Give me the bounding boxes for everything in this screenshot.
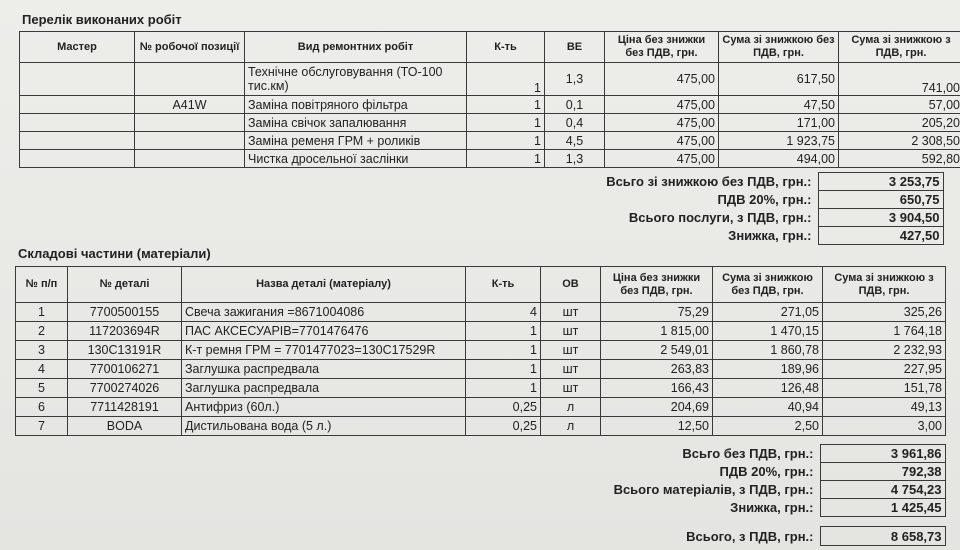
cell-price: 475,00 xyxy=(605,114,719,132)
cell-num: 1 xyxy=(16,303,68,322)
cell-ov: шт xyxy=(541,303,601,322)
col-num: № п/п xyxy=(16,267,68,303)
cell-price: 204,69 xyxy=(601,398,713,417)
works-totals xyxy=(420,172,944,245)
grand-total-value: 8 658,73 xyxy=(820,527,945,546)
parts-table xyxy=(15,266,946,436)
cell-sum-vat: 3,00 xyxy=(823,417,946,436)
cell-qty: 1 xyxy=(467,63,545,96)
cell-sum-vat: 57,00 xyxy=(839,96,960,114)
cell-price: 12,50 xyxy=(601,417,713,436)
cell-sum: 1 923,75 xyxy=(719,132,839,150)
total-row xyxy=(420,209,943,227)
cell-master xyxy=(20,63,135,96)
cell-qty: 4 xyxy=(466,303,541,322)
cell-part: 7700106271 xyxy=(68,360,182,379)
cell-sum: 171,00 xyxy=(719,114,839,132)
cell-sum: 2,50 xyxy=(713,417,823,436)
cell-num: 5 xyxy=(16,379,68,398)
table-row xyxy=(16,398,946,417)
col-sum-discount-vat: Сума зі знижкою з ПДВ, грн. xyxy=(823,267,946,303)
cell-part: 7700274026 xyxy=(68,379,182,398)
grand-total-label: Всього, з ПДВ, грн.: xyxy=(686,528,814,544)
cell-ov: л xyxy=(541,417,601,436)
cell-ve: 1,3 xyxy=(545,63,605,96)
cell-position xyxy=(135,63,245,96)
grand-total xyxy=(420,526,946,546)
total-row xyxy=(420,445,945,463)
cell-work: Чистка дросельної заслінки xyxy=(245,150,467,168)
total-label: Всього матеріалів, з ПДВ, грн.: xyxy=(613,482,814,497)
total-row xyxy=(420,227,943,245)
total-row xyxy=(420,481,945,499)
cell-qty: 0,25 xyxy=(466,398,541,417)
cell-num: 3 xyxy=(16,341,68,360)
col-sum-discount: Сума зі знижкою без ПДВ, грн. xyxy=(713,267,823,303)
cell-sum-vat: 151,78 xyxy=(823,379,946,398)
cell-name: Заглушка распредвала xyxy=(182,360,466,379)
cell-part: BODA xyxy=(68,417,182,436)
cell-price: 475,00 xyxy=(605,150,719,168)
total-label: Всього послуги, з ПДВ, грн.: xyxy=(628,210,812,225)
total-value: 427,50 xyxy=(818,227,943,245)
total-label: Всьго без ПДВ, грн.: xyxy=(682,446,814,461)
parts-section-title: Складові частини (матеріали) xyxy=(18,246,211,261)
parts-totals xyxy=(420,444,946,517)
cell-position xyxy=(135,150,245,168)
works-section-title: Перелік виконаних робіт xyxy=(22,12,182,27)
total-value: 1 425,45 xyxy=(820,499,945,517)
cell-ov: шт xyxy=(541,360,601,379)
total-value: 792,38 xyxy=(820,463,945,481)
cell-master xyxy=(20,114,135,132)
cell-sum-vat: 1 764,18 xyxy=(823,322,946,341)
cell-sum: 189,96 xyxy=(713,360,823,379)
col-ov: ОВ xyxy=(541,267,601,303)
cell-ve: 1,3 xyxy=(545,150,605,168)
cell-name: К-т ремня ГРМ = 7701477023=130C17529R xyxy=(182,341,466,360)
cell-qty: 1 xyxy=(467,114,545,132)
total-value: 3 961,86 xyxy=(820,445,945,463)
cell-price: 2 549,01 xyxy=(601,341,713,360)
cell-price: 475,00 xyxy=(605,132,719,150)
cell-qty: 1 xyxy=(467,96,545,114)
cell-name: Дистильована вода (5 л.) xyxy=(182,417,466,436)
cell-ov: шт xyxy=(541,379,601,398)
total-row xyxy=(420,173,943,191)
cell-name: Антифриз (60л.) xyxy=(182,398,466,417)
cell-sum-vat: 592,80 xyxy=(839,150,960,168)
total-row xyxy=(420,499,945,517)
cell-num: 6 xyxy=(16,398,68,417)
cell-sum: 1 470,15 xyxy=(713,322,823,341)
table-row xyxy=(16,379,946,398)
cell-sum-vat: 2 232,93 xyxy=(823,341,946,360)
col-part-no: № деталі xyxy=(68,267,182,303)
cell-ov: шт xyxy=(541,322,601,341)
cell-work: Технічне обслуговування (ТО-100 тис.км) xyxy=(245,63,467,96)
cell-part: 117203694R xyxy=(68,322,182,341)
total-label: Знижка, грн.: xyxy=(728,228,812,243)
cell-qty: 1 xyxy=(467,150,545,168)
col-master: Мастер xyxy=(20,32,135,63)
cell-num: 7 xyxy=(16,417,68,436)
total-value: 650,75 xyxy=(818,191,943,209)
table-row xyxy=(20,150,960,168)
total-label: Всьго зі знижкою без ПДВ, грн.: xyxy=(606,174,812,189)
cell-qty: 1 xyxy=(467,132,545,150)
cell-sum: 126,48 xyxy=(713,379,823,398)
table-row xyxy=(16,360,946,379)
total-row xyxy=(420,191,943,209)
col-sum-discount-vat: Сума зі знижкою з ПДВ, грн. xyxy=(839,32,960,63)
cell-qty: 0,25 xyxy=(466,417,541,436)
cell-sum: 271,05 xyxy=(713,303,823,322)
cell-position xyxy=(135,114,245,132)
table-row xyxy=(16,341,946,360)
cell-sum: 617,50 xyxy=(719,63,839,96)
table-row xyxy=(16,322,946,341)
cell-work: Заміна ременя ГРМ + роликів xyxy=(245,132,467,150)
cell-master xyxy=(20,96,135,114)
cell-ov: л xyxy=(541,398,601,417)
cell-ve: 0,1 xyxy=(545,96,605,114)
cell-ve: 0,4 xyxy=(545,114,605,132)
total-value: 3 253,75 xyxy=(818,173,943,191)
cell-work: Заміна свічок запалювання xyxy=(245,114,467,132)
total-label: Знижка, грн.: xyxy=(730,500,814,515)
cell-work: Заміна повітряного фільтра xyxy=(245,96,467,114)
cell-price: 1 815,00 xyxy=(601,322,713,341)
cell-position: A41W xyxy=(135,96,245,114)
cell-sum: 494,00 xyxy=(719,150,839,168)
cell-sum-vat: 325,26 xyxy=(823,303,946,322)
col-sum-discount: Сума зі знижкою без ПДВ, грн. xyxy=(719,32,839,63)
cell-price: 166,43 xyxy=(601,379,713,398)
grand-total-row xyxy=(420,527,945,546)
cell-sum-vat: 741,00 xyxy=(839,63,960,96)
cell-sum: 47,50 xyxy=(719,96,839,114)
cell-sum-vat: 205,20 xyxy=(839,114,960,132)
cell-name: Свеча зажигания =8671004086 xyxy=(182,303,466,322)
cell-position xyxy=(135,132,245,150)
cell-price: 263,83 xyxy=(601,360,713,379)
table-row xyxy=(20,132,960,150)
cell-name: ПАС АКСЕСУАРІВ=7701476476 xyxy=(182,322,466,341)
cell-master xyxy=(20,150,135,168)
col-ve: ВЕ xyxy=(545,32,605,63)
total-value: 4 754,23 xyxy=(820,481,945,499)
cell-qty: 1 xyxy=(466,379,541,398)
col-price: Ціна без знижки без ПДВ, грн. xyxy=(601,267,713,303)
table-row xyxy=(20,96,960,114)
cell-part: 7700500155 xyxy=(68,303,182,322)
table-row xyxy=(16,303,946,322)
col-price: Ціна без знижки без ПДВ, грн. xyxy=(605,32,719,63)
cell-master xyxy=(20,132,135,150)
total-value: 3 904,50 xyxy=(818,209,943,227)
parts-header-row xyxy=(16,267,946,303)
table-row xyxy=(20,63,960,96)
cell-qty: 1 xyxy=(466,322,541,341)
cell-sum-vat: 49,13 xyxy=(823,398,946,417)
cell-part: 7711428191 xyxy=(68,398,182,417)
cell-price: 475,00 xyxy=(605,63,719,96)
col-qty: К-ть xyxy=(466,267,541,303)
table-row xyxy=(16,417,946,436)
cell-qty: 1 xyxy=(466,360,541,379)
cell-sum-vat: 2 308,50 xyxy=(839,132,960,150)
cell-part: 130C13191R xyxy=(68,341,182,360)
cell-price: 475,00 xyxy=(605,96,719,114)
col-position: № робочої позиції xyxy=(135,32,245,63)
cell-sum-vat: 227,95 xyxy=(823,360,946,379)
cell-num: 4 xyxy=(16,360,68,379)
cell-qty: 1 xyxy=(466,341,541,360)
works-table xyxy=(19,31,960,168)
total-label: ПДВ 20%, грн.: xyxy=(717,192,812,207)
col-work-type: Вид ремонтних робіт xyxy=(245,32,467,63)
cell-sum: 40,94 xyxy=(713,398,823,417)
works-header-row xyxy=(20,32,960,63)
total-label: ПДВ 20%, грн.: xyxy=(719,464,814,479)
cell-ve: 4,5 xyxy=(545,132,605,150)
cell-name: Заглушка распредвала xyxy=(182,379,466,398)
total-row xyxy=(420,463,945,481)
col-qty: К-ть xyxy=(467,32,545,63)
cell-sum: 1 860,78 xyxy=(713,341,823,360)
cell-num: 2 xyxy=(16,322,68,341)
col-name: Назва деталі (матеріалу) xyxy=(182,267,466,303)
table-row xyxy=(20,114,960,132)
cell-ov: шт xyxy=(541,341,601,360)
cell-price: 75,29 xyxy=(601,303,713,322)
